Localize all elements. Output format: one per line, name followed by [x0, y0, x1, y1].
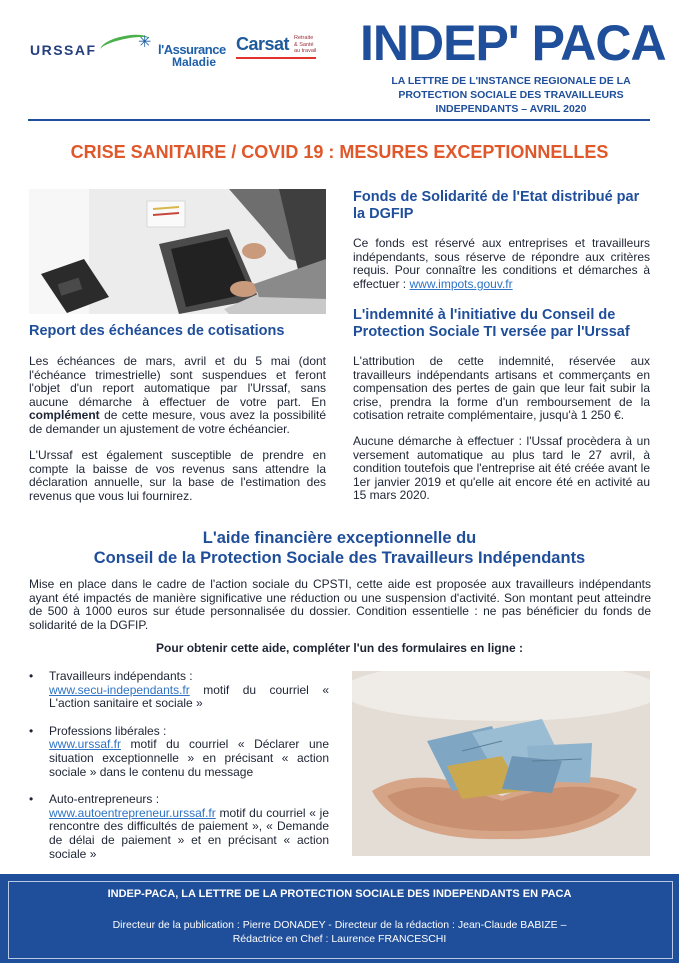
- laptop-desk-photo: [29, 189, 326, 314]
- bullet-icon: •: [29, 669, 34, 683]
- carsat-logo-text: Carsat: [236, 34, 290, 54]
- bullet-icon: •: [29, 723, 34, 738]
- fonds-text: Ce fonds est réservé aux entreprises et travailleurs indépendants, sous réserve de répondre aux critères requis. Pour connaître les conditions et démarches à effectuer :: [353, 236, 650, 291]
- impots-link[interactable]: www.impots.gouv.fr: [409, 276, 513, 291]
- assurance-logo-line1: l'Assurance: [158, 42, 226, 57]
- list-item: [29, 670, 329, 711]
- section-heading-indemnite: L'indemnité à l'initiative du Conseil de Protection Sociale TI versée par l'Urssaf: [353, 307, 630, 340]
- fonds-paragraph: [353, 237, 650, 291]
- section-heading-report: Report des échéances de cotisations: [29, 323, 285, 339]
- urssaf-logo: [30, 36, 130, 62]
- aid-forms-list: [29, 670, 329, 875]
- hands-banknotes-illustration: [352, 671, 650, 856]
- aid-call-to-action: Pour obtenir cette aide, compléter l'un des formulaires en ligne :: [156, 641, 523, 655]
- list-item-label: Travailleurs indépendants :: [49, 669, 193, 683]
- secu-independants-link[interactable]: www.secu-independants.fr: [49, 682, 190, 697]
- list-item: [29, 725, 329, 779]
- list-item-text: motif du courriel « L'action sanitaire et sociale »: [49, 682, 329, 711]
- newsletter-subtitle: LA LETTRE DE L'INSTANCE REGIONALE DE LA PROTECTION SOCIALE DES TRAVAILLEURS INDEPENDANTS – AVRIL 2020: [391, 75, 631, 115]
- bullet-icon: •: [29, 792, 34, 807]
- assurance-logo-line2: Maladie: [172, 55, 217, 69]
- list-item: [29, 793, 329, 861]
- urssaf-logo-text: URSSAF: [30, 42, 97, 58]
- footer-credits-line2: Rédactrice en Chef : Laurence FRANCESCHI: [232, 933, 447, 945]
- footer-credits: [40, 918, 639, 946]
- report-p1-text-end: de cette mesure, vous avez la possibilité de demander un ajustement de votre échéancier.: [29, 408, 326, 436]
- report-p1-bold: complément: [29, 408, 100, 423]
- aid-section-title: [0, 528, 679, 568]
- report-paragraph-1: [29, 355, 326, 437]
- list-item-label: Auto-entrepreneurs :: [49, 792, 160, 807]
- aid-title-line1: L'aide financière exceptionnelle du: [202, 529, 477, 547]
- aid-title-line2: Conseil de la Protection Sociale des Travailleurs Indépendants: [93, 549, 586, 567]
- indemnite-paragraph-1: L'attribution de cette indemnité, réservée aux travailleurs indépendants artisans et commerçants en compensation des pertes de gain que leur fait subir la crise, prendra la forme d'un remboursement de la cotisation retraite complémentaire, jusqu'à 1 250 €.: [353, 354, 650, 423]
- list-item-label: Professions libérales :: [49, 723, 167, 738]
- hands-banknotes-photo: [352, 671, 650, 856]
- list-item-text: motif du courriel « Déclarer une situation exceptionnelle » en précisant « action sociale » dans le contenu du message: [49, 737, 329, 779]
- urssaf-link[interactable]: www.urssaf.fr: [49, 737, 122, 752]
- newsletter-brand: INDEP' PACA: [360, 15, 666, 71]
- footer-credits-line1: Directeur de la publication : Pierre DONADEY - Directeur de la rédaction : Jean-Claude BABIZE –: [112, 919, 567, 931]
- assurance-figure-icon: ✳: [138, 34, 152, 51]
- assurance-maladie-logo: [138, 30, 228, 70]
- laptop-desk-illustration: [29, 189, 326, 314]
- footer-title: INDEP-PACA, LA LETTRE DE LA PROTECTION SOCIALE DES INDEPENDANTS EN PACA: [107, 888, 572, 900]
- list-item-text: motif du courriel « je rencontre des difficultés de paiement », « Demande de délai de paiement » et en précisant « action sociale »: [49, 805, 329, 861]
- aid-paragraph: Mise en place dans le cadre de l'action sociale du CPSTI, cette aide est proposée aux travailleurs indépendants ayant été impactés de manière significative une réduction ou une suspension d'activité. Son montant peut atteindre de 500 à 1000 euros sur étude personnalisée du dossier. Condition essentielle : ne pas bénéficier du fonds de solidarité de la DGFIP.: [29, 577, 651, 632]
- report-p1-text: Les échéances de mars, avril et du 5 mai (dont l'échéance trimestrielle) sont suspendues et feront l'objet d'un report automatique par l'Urssaf, sans aucune démarche à effectuer de votre part. En: [29, 354, 326, 409]
- carsat-logo: [236, 34, 326, 64]
- page-title: CRISE SANITAIRE / COVID 19 : MESURES EXCEPTIONNELLES: [70, 142, 609, 162]
- carsat-underline: [236, 57, 316, 59]
- section-heading-fonds: Fonds de Solidarité de l'Etat distribué par la DGFIP: [353, 189, 640, 222]
- header-divider: [28, 119, 650, 121]
- indemnite-paragraph-2: Aucune démarche à effectuer : l'Ussaf procèdera à un versement automatique au plus tard le 27 avril, à condition toutefois que l'entreprise ait été créée avant le 1er janvier 2019 et qu'elle ait encore été en activité au 15 mars 2020.: [353, 434, 650, 503]
- autoentrepreneur-link[interactable]: www.autoentrepreneur.urssaf.fr: [49, 805, 216, 820]
- report-paragraph-2: L'Urssaf est également susceptible de prendre en compte la baisse de vos revenus sans attendre la déclaration annuelle, sur la base de l'estimation des revenus que vous lui fournirez.: [29, 448, 326, 503]
- carsat-logo-tagline: Retraite & Santé au travail: [294, 35, 317, 54]
